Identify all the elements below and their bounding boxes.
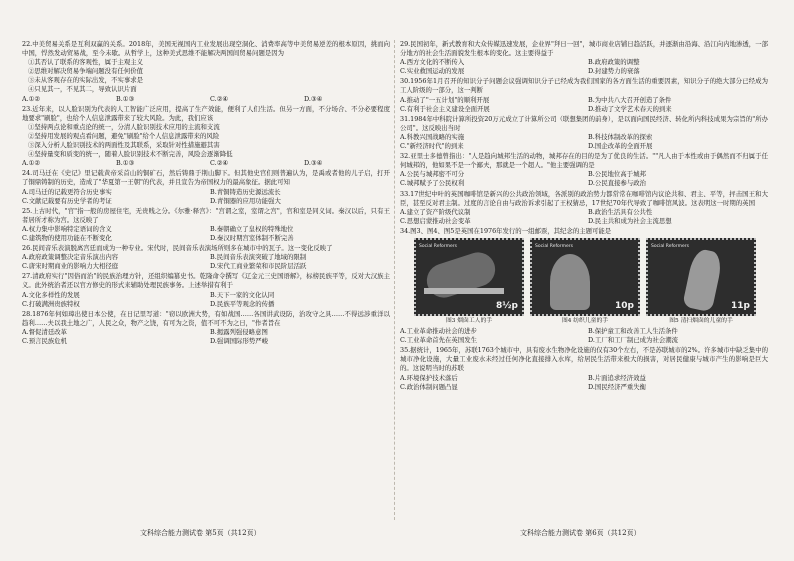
stamp-figures xyxy=(414,238,768,316)
answer-option: B.青铜铸造历史源远流长 xyxy=(210,187,281,196)
answer-option: A.西方文化的不断传入 xyxy=(400,58,465,67)
question-stem: 32.亚里士多德曾指出："人是趋向城邦生活的动物，城邦存在的目的是为了优良的生活。""凡人由于本性或由于偶然而不归属于任何城邦的，他如果不是一个鄙夫，那就是一个超人。"他主要强调的是 xyxy=(400,152,768,170)
answer-options xyxy=(400,327,768,345)
answer-option: B.①③ xyxy=(116,159,135,168)
stamp-image xyxy=(414,238,524,316)
question-stem: 22.中美贸易关系是互利双赢的关系。2018年，美国无视国内工业发展出现空洞化、消费率高等中美贸易逆差的根本原因，挑而向中国，悍然发动贸易战，至今未歇。从哲学上，这种美式思维不能解决两国间贸易问题是因为 xyxy=(22,40,390,58)
answer-option: C.②④ xyxy=(210,159,229,168)
sub-statement: ②思维对解决贸易争端问题没有任何价值 xyxy=(28,67,144,76)
stamp-header: Social Reformers xyxy=(419,243,457,249)
answer-option: B.片面追求经济效益 xyxy=(588,373,646,382)
question xyxy=(400,40,768,76)
answer-options xyxy=(22,225,390,243)
answer-option: D.工厂和工厂制已成为社会潮流 xyxy=(588,336,679,345)
question xyxy=(22,105,390,169)
question-stem: 33.17世纪中叶的英国咖啡馆是新兴的公共政治领域，各派别的政治势力都常常在咖啡馆内议论共和、君主、平等，抨击国王和大臣，甚至反对君主制。过度的言论自由与政治诉求引起了王权猜忌，17世纪70年代导致了咖啡馆风波。这表明这一时期的英国 xyxy=(400,189,768,207)
answer-options xyxy=(22,159,390,168)
answer-option: B.①③ xyxy=(116,94,135,103)
answer-option: C.打破满洲贵族特权 xyxy=(22,299,80,308)
answer-option: C.实业救国运动的发展 xyxy=(400,67,465,76)
stamp-image xyxy=(530,238,640,316)
answer-option: C.政治体制问题凸显 xyxy=(400,382,458,391)
right-column xyxy=(400,40,768,393)
question-stem: 23.近年来，以人脸识别为代表的人工智能广泛应用，提高了生产效能，便利了人们生活。但另一方面，不分场合、不分必要程度地要求"刷脸"，也给个人信息泄露带来了较大风险。为此，我们应该 xyxy=(22,104,390,122)
answer-option: B.天下一家的文化认同 xyxy=(210,290,275,299)
question xyxy=(400,77,768,113)
stamp-value: 10p xyxy=(615,300,634,311)
question xyxy=(400,346,768,391)
footer-left: 文科综合能力测试卷 第5页（共12页） xyxy=(140,529,261,537)
answer-options xyxy=(22,95,390,104)
answer-option: A.工业革命推动社会的进步 xyxy=(400,327,477,336)
stamp-caption: 图5 清扫烟囱的儿童的手 xyxy=(669,317,733,324)
stamp-value: 11p xyxy=(731,300,750,311)
question-stem: 24.司马迁在《史记》里记载黄帝采首山的铜矿石，然后铸鼎于荆山脚下。但其他史官们则普遍认为，是禹或者他的儿子启，打开了铜鼎铸制的历史，造成了"华夏第一王朝"的代表，并且宣告为帝国权力的最高象征。据此可知 xyxy=(22,169,390,187)
stamp-header: Social Reformers xyxy=(651,243,689,249)
question-stem: 31.1984年中科院计算所投资20万元成立了计算所公司（联想集团的前身），是以面向国民经济、转化所内科技成果为宗旨的"所办公司"。这反映出当时 xyxy=(400,114,768,132)
question xyxy=(400,152,768,188)
left-column xyxy=(22,40,390,347)
answer-option: D.推动了文学艺术春天的到来 xyxy=(588,104,672,113)
answer-option: C.文献记载要有历史学者的考证 xyxy=(22,196,112,205)
answer-option: D.国民经济严重失衡 xyxy=(588,382,647,391)
answer-option: C.②④ xyxy=(210,94,229,103)
answer-option: A.政府政策调整决定音乐演出内容 xyxy=(22,253,119,262)
question-stem: 25.上古时代，"官"指一般的房屋住宅，无贵贱之分。《尔雅·释宫》："宫谓之室，室谓之宫"，官和室是同义词。秦汉以后，只有王者居所才称为宫。这反映了 xyxy=(22,206,390,224)
answer-option: A.科教兴国战略的实施 xyxy=(400,132,465,141)
answer-option: A.环境保护技术落后 xyxy=(400,373,458,382)
answer-option: C.思想启蒙推动社会变革 xyxy=(400,216,471,225)
answer-option: A.推动了"一五计划"的顺利开展 xyxy=(400,95,490,104)
question xyxy=(400,115,768,151)
answer-option: B.政治生活具有公共性 xyxy=(588,207,653,216)
answer-option: D.民族平等观念的传播 xyxy=(210,299,275,308)
question xyxy=(22,310,390,346)
answer-options xyxy=(400,58,768,76)
hand-illustration-icon xyxy=(682,248,724,313)
question xyxy=(22,207,390,243)
question xyxy=(400,190,768,226)
answer-option: B.公民地位高于城邦 xyxy=(588,170,646,179)
stamp-header: Social Reformers xyxy=(535,243,573,249)
answer-option: A.①② xyxy=(22,159,41,168)
sub-statement: ③未从客观存在的实际出发，不实事求是 xyxy=(28,76,144,85)
answer-option: B.保护童工和改善工人生活条件 xyxy=(588,327,678,336)
answer-option: C."新经济时代"的到来 xyxy=(400,142,464,151)
answer-option: A.文化多样性的发展 xyxy=(22,290,80,299)
question-stem: 26.民间音乐表演脱离宫廷而成为一种专业。宋代时，民间音乐表演场所则多在城市中的瓦子。这一变化反映了 xyxy=(22,244,333,253)
answer-option: A.①② xyxy=(22,94,41,103)
answer-options xyxy=(22,328,390,346)
sub-statement: ①其否认了联系的客观性，属于主观主义 xyxy=(28,58,144,67)
answer-option: C.城邦赋予了公民权利 xyxy=(400,179,465,188)
stamp-caption: 图3 烟囱工人的手 xyxy=(445,317,493,324)
answer-options xyxy=(400,208,768,226)
answer-options xyxy=(400,170,768,188)
answer-option: A.建立了资产阶级代议制 xyxy=(400,207,471,216)
answer-option: A.督促清廷改革 xyxy=(22,327,67,336)
answer-option: D.公民直接参与政治 xyxy=(588,179,647,188)
answer-option: B.政府政策的调整 xyxy=(588,58,640,67)
question-stem: 29.民国初年，新式教育和大众传媒迅速发展，企业界"拜日一回"，城市商业店铺日趋活跃，并逐渐由沿海、沿江向内地渗透，一部分地方的社会生活面貌发生根本的变化。这主要得益于 xyxy=(400,40,768,58)
question xyxy=(22,272,390,308)
answer-option: B.秦朝确立了皇权的特殊地位 xyxy=(210,224,294,233)
hand-illustration-icon xyxy=(550,254,590,310)
sub-statement: ①坚持两点论和重点论的统一，分清人脸识别技术应用的主流和支流 xyxy=(28,122,220,131)
question-stem: 27.清政府实行"因俗而治"的民族治理方针，还组织编纂史书。乾隆命令撰写《辽金元三史国语解》，标榜民族平等，反对大汉族主义。此外统治者还以官方修史的形式来辅助处理民族事务。上述举措有利于 xyxy=(22,272,390,290)
answer-options xyxy=(22,291,390,309)
answer-option: B.为中共八大召开创造了条件 xyxy=(588,95,672,104)
answer-option: A.司马迁的记载更符合历史事实 xyxy=(22,187,112,196)
question xyxy=(400,227,768,345)
answer-option: D.③④ xyxy=(304,159,323,168)
sub-statement: ④只见其一，不见其二，导致认识片面 xyxy=(28,85,137,94)
answer-option: D.宋代工商业繁荣和市民阶层活跃 xyxy=(210,262,307,271)
question-stem: 34.图3、图4、图5是英国在1976年发行的一组邮票，其纪念的主题可能是 xyxy=(400,226,612,235)
answer-options xyxy=(400,133,768,151)
answer-option: C.有利于社会主义建设全面开展 xyxy=(400,104,490,113)
question xyxy=(22,169,390,205)
sub-statement: ④坚持量变和质变的统一，随着人脸识别技术不断完善，风险会逐渐降低 xyxy=(28,150,233,159)
answer-option: A.权力集中影响特定语词的含义 xyxy=(22,224,112,233)
question-stem: 28.1876年何如璋出使日本公使，在日记里写道："窃以欧洲大势，有如战国……各国讲武设防，治攻守之具……不得远涉重洋以趋利……夫以我土地之广，人民之众，物产之饶，有可为之资，值不可不为之日，"作者旨在 xyxy=(22,309,390,327)
sub-statement: ③深入分析人脸识别技术的两面性及其联系，采取针对性措施避其害 xyxy=(28,141,220,150)
answer-options xyxy=(400,374,768,392)
answer-option: B.民间音乐表演突破了地域的限制 xyxy=(210,253,307,262)
sub-statements xyxy=(22,58,390,94)
answer-option: D.秦汉时期宫室体制不断完善 xyxy=(210,233,294,242)
answer-option: C.工业革命首先在英国发生 xyxy=(400,336,477,345)
stamp-value: 8½p xyxy=(495,300,518,311)
answer-option: D.③④ xyxy=(304,94,323,103)
answer-option: A.公民与城邦密不可分 xyxy=(400,170,465,179)
chimney-brush-icon xyxy=(424,288,504,294)
answer-option: D.国企改革的全面开展 xyxy=(588,142,653,151)
answer-option: B.科技体制改革的探索 xyxy=(588,132,653,141)
sub-statement: ②坚持用发展的观点看问题，避免"刷脸"给个人信息泄露带来的风险 xyxy=(28,131,220,140)
answer-option: D.封建势力的衰落 xyxy=(588,67,640,76)
answer-options xyxy=(22,188,390,206)
stamp-captions xyxy=(414,317,768,326)
question xyxy=(22,40,390,104)
answer-options xyxy=(400,96,768,114)
stamp-caption: 图4 纺织儿童的手 xyxy=(561,317,609,324)
answer-option: C.唐宋时期商业的影响力大相径庭 xyxy=(22,262,119,271)
answer-option: C.建筑物的使用功能在不断变化 xyxy=(22,233,112,242)
answer-option: B.揭露列强侵略意图 xyxy=(210,327,268,336)
answer-option: C.预言民族危机 xyxy=(22,337,68,345)
column-divider xyxy=(394,40,395,520)
answer-option: D.强调国际形势严峻 xyxy=(210,337,269,345)
question-stem: 30.1956年1月召开的知识分子问题会议强调知识分子已经成为我们国家的各方面生活的重要因素，知识分子的绝大部分已经成为工人阶级的一部分，这一判断 xyxy=(400,77,768,95)
answer-option: D.民主共和成为社会主流思想 xyxy=(588,216,672,225)
question xyxy=(22,244,390,271)
answer-options xyxy=(22,253,390,271)
answer-option: D.青铜器的应用功能强大 xyxy=(210,196,281,205)
sub-statements xyxy=(22,123,390,159)
question-stem: 35.据统计，1965年，苏联1763个城市中，具有废水生物净化设施的仅有30个左右，不是苏联城市的2%。许多城市中缺乏集中的城市净化设施，大量工业废水未经过任何净化直接排入水库，给居民生活带来极大的损害，对居民健康与城市产生的影响是巨大的。这说明当时的苏联 xyxy=(400,346,768,373)
footer-right: 文科综合能力测试卷 第6页（共12页） xyxy=(520,529,641,537)
stamp-image xyxy=(646,238,756,316)
